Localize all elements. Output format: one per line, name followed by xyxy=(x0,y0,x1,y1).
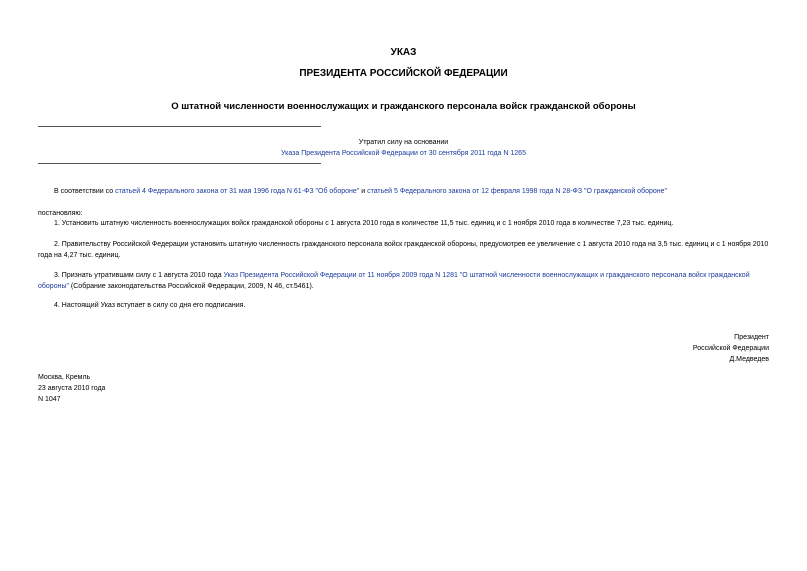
item-3 xyxy=(38,270,773,292)
footer-place: Москва, Кремль xyxy=(38,374,91,381)
item-4: 4. Настоящий Указ вступает в силу со дня его подписания. xyxy=(54,302,246,309)
footer-date: 23 августа 2010 года xyxy=(38,385,106,392)
preamble-text-1: В соответствии со xyxy=(54,188,116,195)
law-28fz-link[interactable]: статьей 5 Федерального закона от 12 февраля 1998 года N 28-ФЗ "О гражданской обороне" xyxy=(367,188,668,195)
footer-number: N 1047 xyxy=(38,396,61,403)
item-1: 1. Установить штатную численность военнослужащих войск гражданской обороны с 1 августа 2010 года в количестве 11,5 тыс. единиц и с 1 ноября 2010 года в количестве 7,23 тыс. единиц. xyxy=(54,220,674,227)
decree-word: постановляю: xyxy=(38,210,83,217)
item-2: 2. Правительству Российской Федерации установить штатную численность гражданского персонала войск гражданской обороны, предусмотрев ее увеличение с 1 августа 2010 года на 3,5 тыс. единиц и с 1 ноября 2010 года на 4,27 тыс. единиц. xyxy=(38,241,769,259)
status-note-line xyxy=(0,150,807,157)
doc-issuer: ПРЕЗИДЕНТА РОССИЙСКОЙ ФЕДЕРАЦИИ xyxy=(299,68,508,79)
decree-1281-link[interactable]: Указ Президента Российской Федерации от 11 ноября 2009 года N 1281 "О штатной численности военнослужащих и гражданского персонала войск гражданской обороны" xyxy=(38,272,750,290)
preamble-text-2: и xyxy=(359,188,368,195)
repeal-decree-link[interactable]: Указа Президента Российской Федерации от 30 сентября 2011 года N 1265 xyxy=(281,150,526,157)
signature-country: Российской Федерации xyxy=(692,345,769,352)
signature-title: Президент xyxy=(734,334,769,341)
divider-top xyxy=(38,126,321,127)
status-note-text: Утратил силу на основании xyxy=(358,139,449,146)
item-3-text-2: (Собрание законодательства Российской Федерации, 2009, N 46, ст.5461). xyxy=(68,283,314,290)
doc-title: УКАЗ xyxy=(390,47,417,58)
signature-name: Д.Медведев xyxy=(729,356,769,363)
doc-subject: О штатной численности военнослужащих и гражданского персонала войск гражданской обороны xyxy=(171,101,636,112)
preamble-paragraph xyxy=(38,186,773,197)
divider-bottom xyxy=(38,163,321,164)
item-3-text-1: 3. Признать утратившим силу с 1 августа 2010 года xyxy=(54,272,224,279)
law-61fz-link[interactable]: статьей 4 Федерального закона от 31 мая 1996 года N 61-ФЗ "Об обороне" xyxy=(115,188,360,195)
